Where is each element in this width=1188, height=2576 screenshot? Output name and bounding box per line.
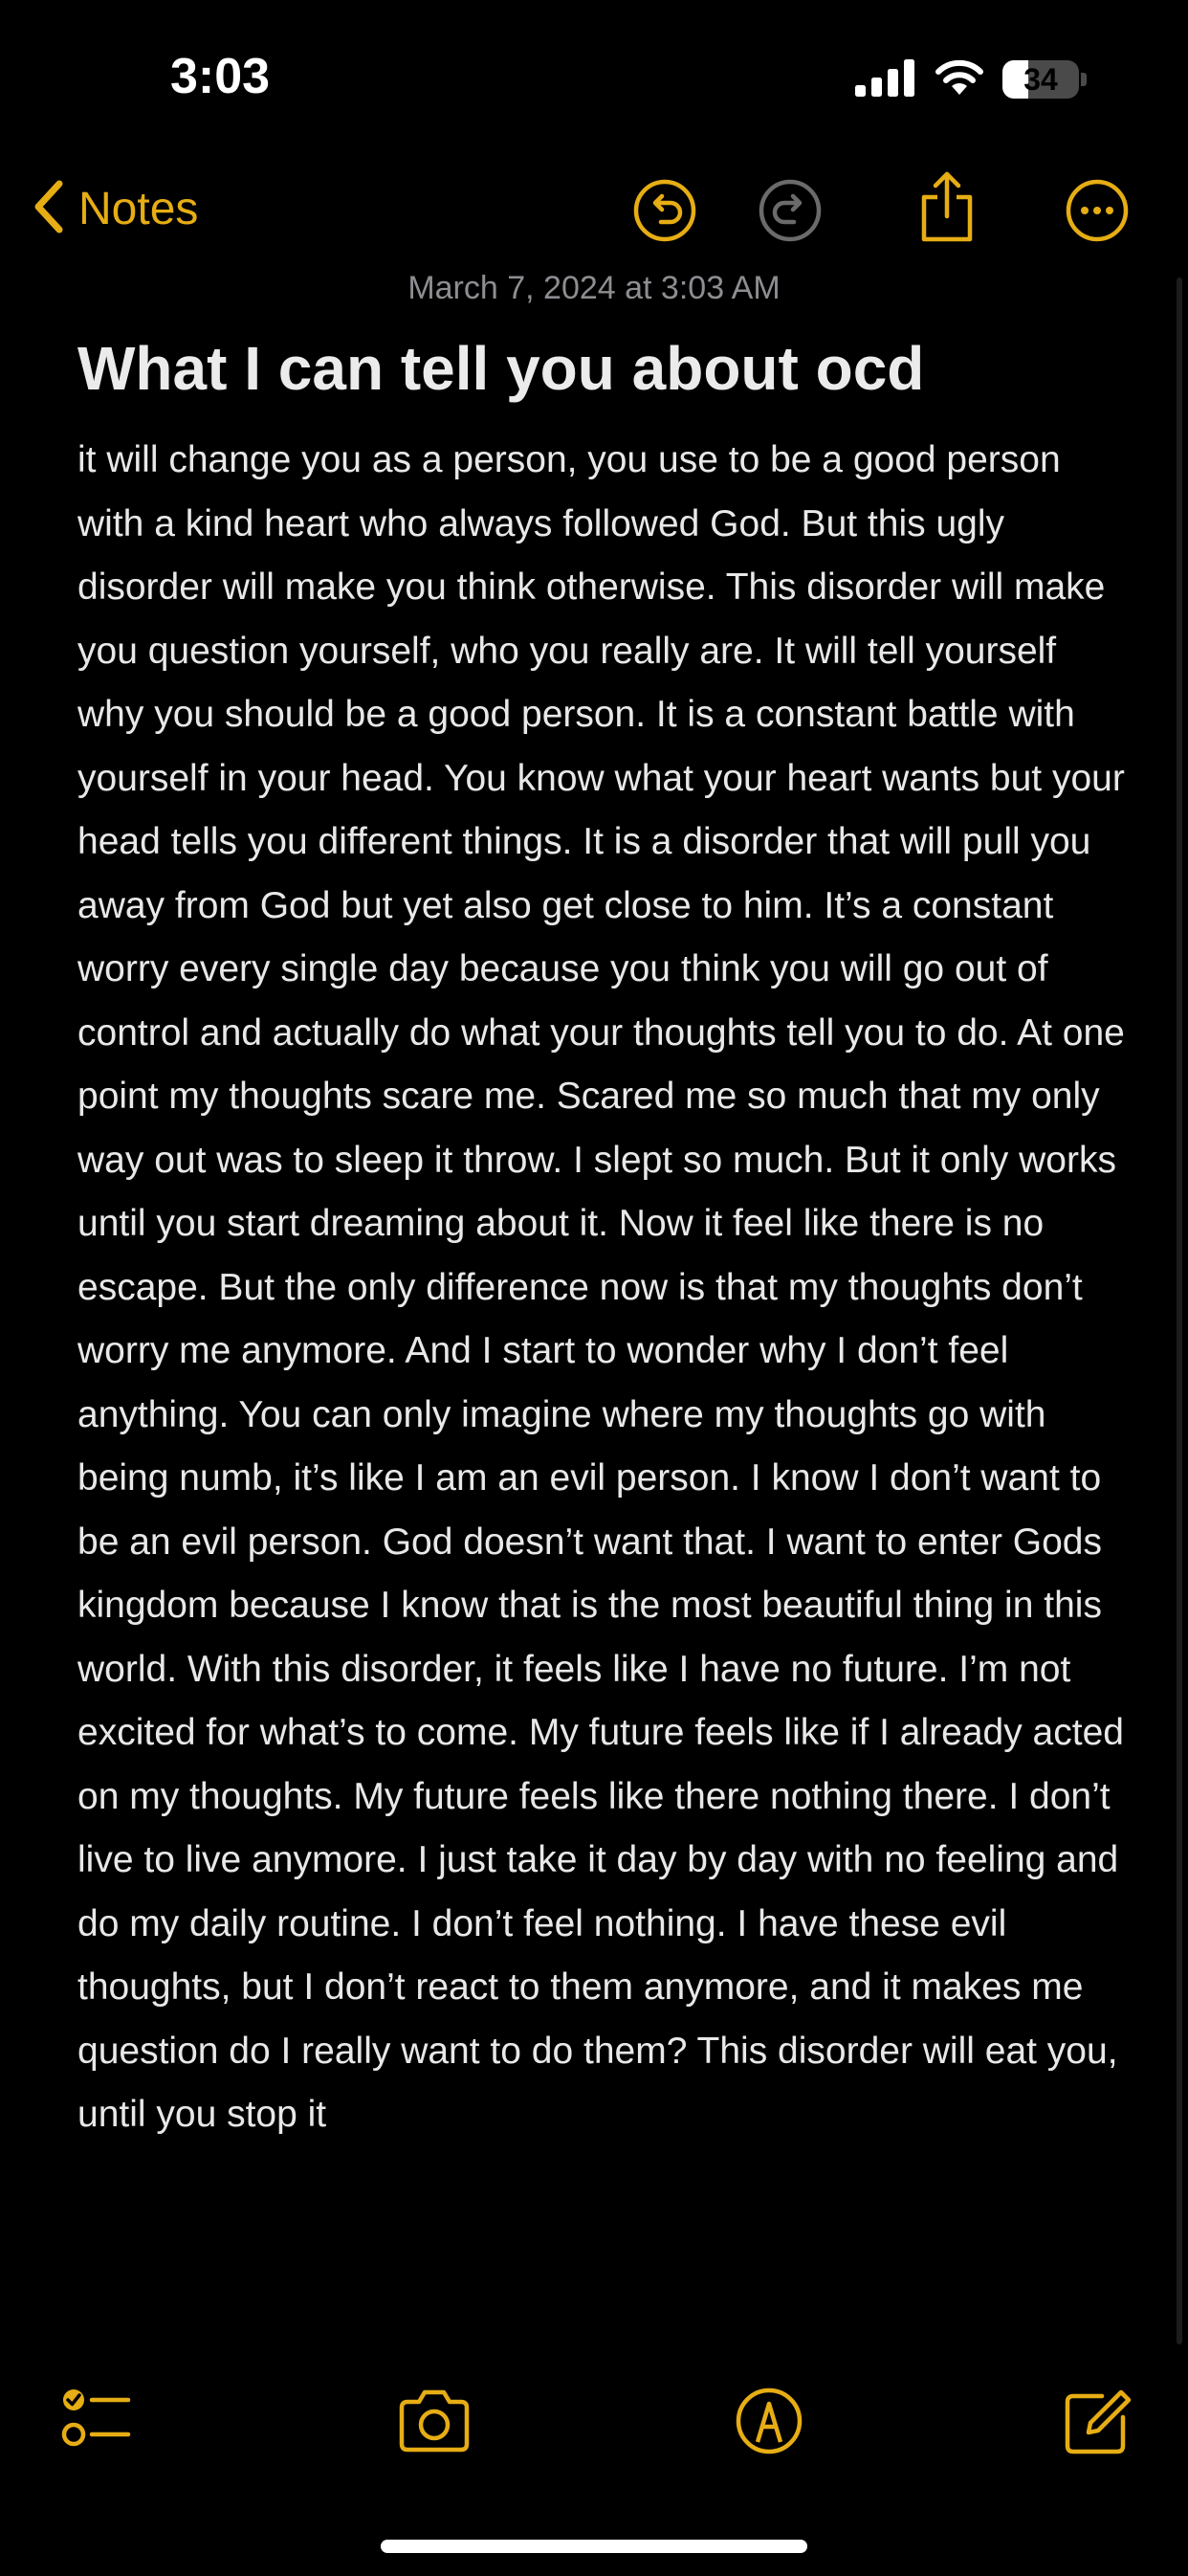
compose-icon[interactable] bbox=[1060, 2383, 1136, 2459]
battery-nub bbox=[1081, 73, 1087, 86]
more-icon[interactable] bbox=[1065, 178, 1130, 243]
back-label: Notes bbox=[78, 184, 199, 234]
share-icon[interactable] bbox=[914, 170, 979, 243]
chevron-left-icon bbox=[31, 178, 65, 240]
status-icons bbox=[855, 56, 1087, 103]
nav-bar bbox=[0, 163, 1188, 258]
note-date: March 7, 2024 at 3:03 AM bbox=[407, 270, 781, 306]
cellular-signal-icon bbox=[855, 58, 916, 101]
camera-icon[interactable] bbox=[396, 2383, 473, 2459]
markup-icon[interactable] bbox=[731, 2383, 807, 2459]
redo-icon[interactable] bbox=[758, 178, 823, 243]
undo-icon[interactable] bbox=[632, 178, 697, 243]
home-indicator[interactable] bbox=[381, 2540, 807, 2553]
back-button[interactable] bbox=[31, 178, 198, 240]
battery-icon bbox=[1002, 60, 1079, 99]
scroll-indicator[interactable] bbox=[1177, 278, 1182, 2344]
note-title[interactable]: What I can tell you about ocd bbox=[77, 334, 925, 403]
bottom-toolbar bbox=[0, 2383, 1188, 2469]
status-bar bbox=[0, 0, 1188, 153]
checklist-icon[interactable] bbox=[59, 2383, 136, 2459]
status-time: 3:03 bbox=[170, 49, 271, 104]
wifi-icon bbox=[934, 58, 985, 101]
note-body[interactable]: it will change you as a person, you use to be a good person with a kind heart who always followed God. But this ugly disorder will make you think otherwise. This disorder will make you question yourself, who you really are. It will tell yourself why you should be a good person. It is a constant battle with yourself in your head. You know what your heart wants but your head tells you different things. It is a disorder that will pull you away from God but yet also get close to him. It’s a constant worry every single day because you think you will go out of control and actually do what your thoughts tell you to do. At one point my thoughts scare me. Scared me so much that my only way out was to sleep it throw. I slept so much. But it only works until you start dreaming about it. Now it feel like there is no escape. But the only difference now is that my thoughts don’t worry me anymore. And I start to wonder why I don’t feel anything. You can only imagine where my thoughts go with being numb, it’s like I am an evil person. I know I don’t want to be an evil person. God doesn’t want that. I want to enter Gods kingdom because I know that is the most beautiful thing in this world. With this disorder, it feels like I have no future. I’m not excited for what’s to come. My future feels like if I already acted on my thoughts. My future feels like there nothing there. I don’t live to live anymore. I just take it day by day with no feeling and do my daily routine. I don’t feel nothing. I have these evil thoughts, but I don’t react to them anymore, and it makes me question do I really want to do them? This disorder will eat you, until you stop it bbox=[77, 439, 1125, 2135]
battery-level: 34 bbox=[1023, 61, 1058, 97]
